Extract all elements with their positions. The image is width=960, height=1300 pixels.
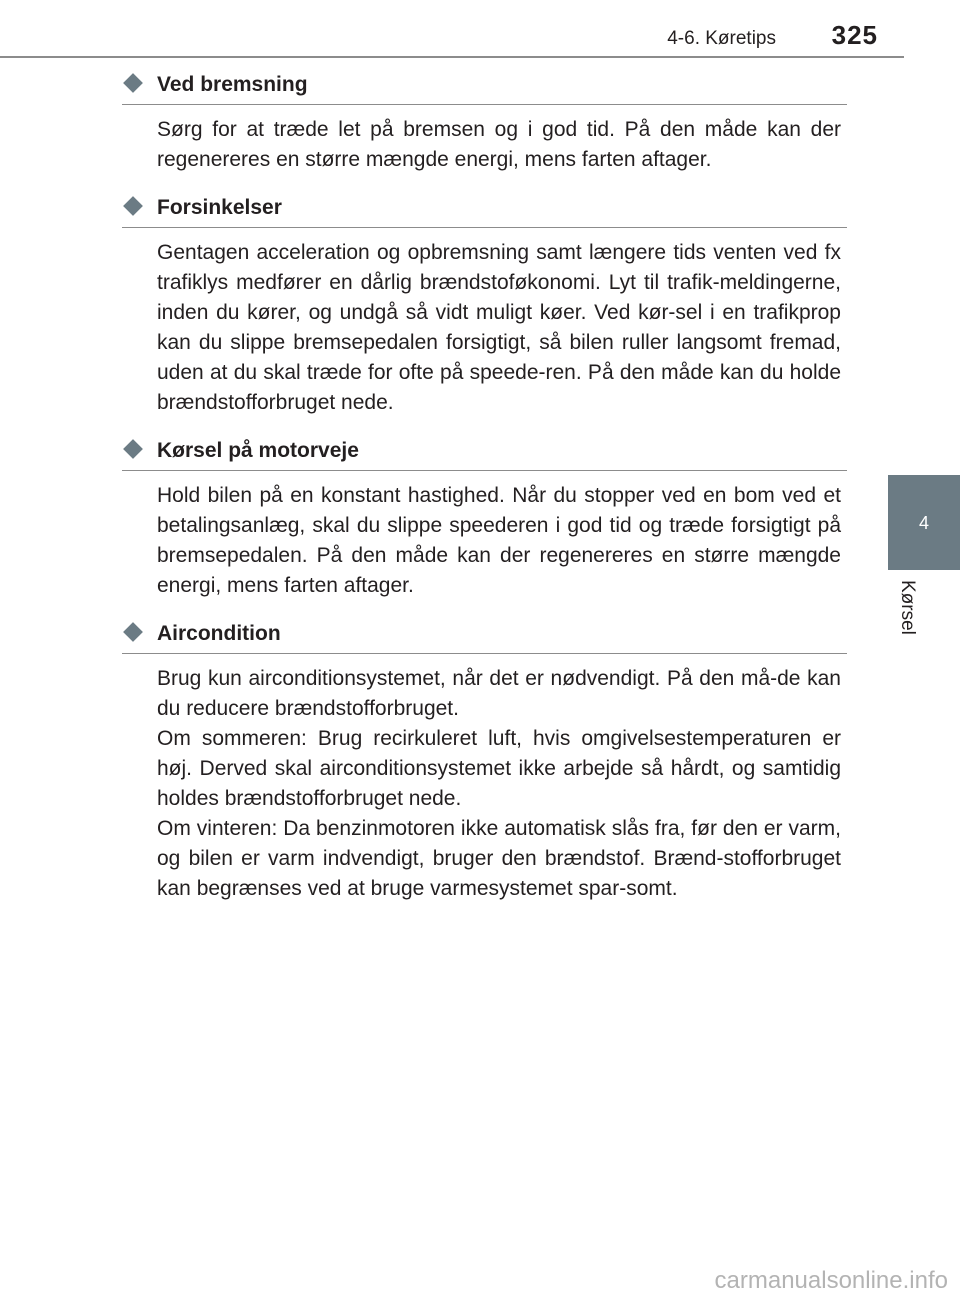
page-header <box>0 0 960 60</box>
diamond-bullet-icon <box>123 196 143 216</box>
paragraph: Hold bilen på en konstant hastighed. Når du stopper ved en bom ved et betalingsanlæg, skal du slippe speederen i god tid og træde forsigtigt på bremsepedalen. På den måde kan der regenereres en større mængde energi, mens farten aftager. <box>157 484 841 597</box>
chapter-label <box>895 580 918 640</box>
section-heading <box>122 193 847 228</box>
diamond-bullet-icon <box>123 622 143 642</box>
section-highway <box>122 436 847 601</box>
section-body <box>122 105 847 175</box>
header-divider <box>0 56 904 58</box>
chapter-label-text: Kørsel <box>897 580 918 635</box>
section-title: Kørsel på motorveje <box>157 439 359 462</box>
section-braking <box>122 70 847 175</box>
section-heading <box>122 70 847 105</box>
section-title: Ved bremsning <box>157 73 308 96</box>
header-section-title: 4-6. Køretips <box>667 28 776 49</box>
section-title: Forsinkelser <box>157 196 282 219</box>
chapter-tab <box>888 475 960 570</box>
section-body <box>122 471 847 601</box>
paragraph: Sørg for at træde let på bremsen og i god tid. På den måde kan der regenereres en større mængde energi, mens farten aftager. <box>157 118 841 171</box>
chapter-number: 4 <box>918 513 929 533</box>
paragraph: Om vinteren: Da benzinmotoren ikke automatisk slås fra, før den er varm, og bilen er varm indvendigt, bruger den brændstof. Brænd-stofforbruget kan begrænses ved at bruge varmesystemet spar-somt. <box>157 817 841 900</box>
section-heading <box>122 436 847 471</box>
section-title: Aircondition <box>157 622 281 645</box>
section-delays <box>122 193 847 418</box>
paragraph: Brug kun airconditionsystemet, når det er nødvendigt. På den må-de kan du reducere brændstofforbruget. <box>157 667 841 720</box>
diamond-bullet-icon <box>123 439 143 459</box>
watermark-text: carmanualsonline.info <box>714 1267 948 1294</box>
page-content <box>122 70 847 922</box>
paragraph: Om sommeren: Brug recirkuleret luft, hvis omgivelsestemperaturen er høj. Derved skal airconditionsystemet ikke arbejde så hårdt, og samtidig holdes brændstofforbruget nede. <box>157 727 841 810</box>
paragraph: Gentagen acceleration og opbremsning samt længere tids venten ved fx trafiklys medfører en dårlig brændstoføkonomi. Lyt til trafik-meldingerne, inden du kører, og undgå så vidt muligt køer. Ved kør-sel i en trafikprop kan du slippe bremsepedalen forsigtigt, så bilen ruller langsomt fremad, uden at du skal træde for ofte på speede-ren. På den måde kan du holde brændstofforbruget nede. <box>157 241 841 414</box>
section-body <box>122 654 847 904</box>
diamond-bullet-icon <box>123 73 143 93</box>
section-body <box>122 228 847 418</box>
section-heading <box>122 619 847 654</box>
page-number: 325 <box>831 20 878 50</box>
section-air-conditioning <box>122 619 847 904</box>
